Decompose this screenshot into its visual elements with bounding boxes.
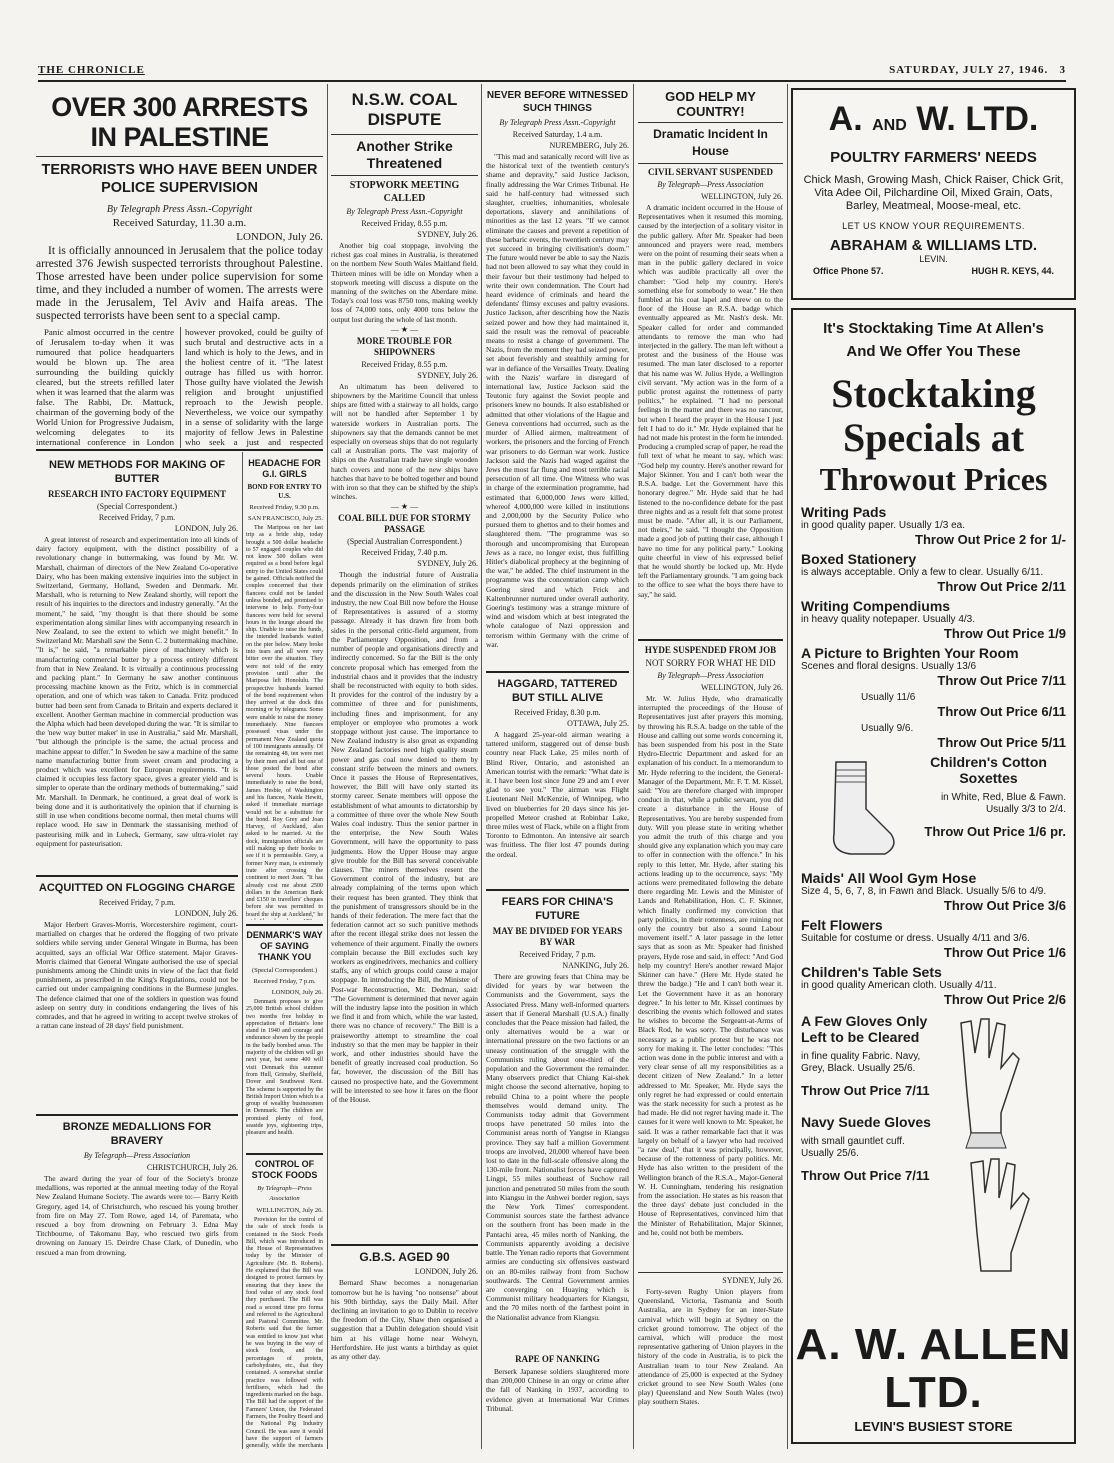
sale-item-name: A Picture to Brighten Your Room <box>801 645 1019 661</box>
nazi-received: Received Saturday, 1.4 a.m. <box>512 130 603 139</box>
denmark-headline: DENMARK'S WAY OF SAYING THANK YOU <box>246 930 323 962</box>
divider <box>486 889 629 891</box>
palestine-article <box>36 86 323 448</box>
sale-item <box>801 917 1066 960</box>
denmark-received: Received Friday, 7 p.m. <box>253 978 316 985</box>
aw-letter-a: A. <box>828 100 863 138</box>
china-body-wrap <box>486 972 629 1352</box>
god-credit: By Telegraph—Press Association <box>657 180 764 189</box>
sale-item-desc: in heavy quality notepaper. Usually 4/3. <box>801 614 975 625</box>
butter-headline: NEW METHODS FOR MAKING OF BUTTER <box>49 459 225 485</box>
war-crimes-column <box>486 86 629 1450</box>
china-sub: MAY BE DIVIDED FOR YEARS BY WAR <box>492 926 623 947</box>
stock-credit: By Telegraph—Press Association <box>257 1185 312 1202</box>
allen-soxettes <box>801 754 1066 864</box>
sale-item-desc: Usually 11/6 <box>861 692 916 703</box>
coal-sub: STOPWORK MEETING CALLED <box>349 180 460 204</box>
sale-item <box>801 870 1066 913</box>
haggard-headline: HAGGARD, TATTERED BUT STILL ALIVE <box>497 678 618 704</box>
bravery-body: The award during the year of four of the Society's bronze medallions, was reported at the annual meeting today of the Royal New Zealand Humane Society. The awards were to:— Barry Keith Gregory, aged 14, of Christchurch, who rescued his young brother from fire on May 27. Tom Rowe, aged 14, of Paremata, who rescued a boy from drowning on February 3. Edna May Titchbourne, of Takomanu Bay, who rescued two girls from drowning on January 15. Deirdre Chase Clark, of Dunedin, who rescued a man from drowning. <box>36 1174 238 1257</box>
nazi-body: "This mad and satanically record will live as the historical text of the twentieth century's shame and depravity," said Justice Jackson, finally addressing the War Crimes Tribunal. He said he half-century had witnessed such slaughter, cruelties, inhumanities, wholesale deportations, slavery and annihilations of minorities as the last 12 years. "If we cannot eliminate the causes and prevent a repetition of these barbaric events, the twentieth century may yet succeed in bringing civilisation's doom." The future would never be able to say the Nazis had not been allowed to say what they could in their favour but their testimony had helped to write their own condemnation. The Court had heard evidence of criminals and heard the defendants' flimsy excuses and paltry evasions. Justice Jackson, after describing how the Nazis seized power and how they had maintained it, said the result was the removal of peaceable means to resist a change of government. The Nazis, from the moment they had seized power, set about feverishly and stealthily arming for war in defiance of the Versailles Treaty. Dealing with the Nazis' warfare in disregard of international law, Justice Jackson said the Teutonic fury against the Soviet people and prisoners knew no bounds. It also established or admitted that other violations of the Hague and Geneva conventions had occurred, such as the murder of Allied airmen, maltreatment of workers, the prisoners and the forcing of French war prisoners to do German war work. Justice Jackson said the Nazis had waged against the Jews the most far flung and most terrible racial persecution of all time. One Witness who was in charge of the extermination programme, had estimated that 6,000,000 Jews were killed, whereof 4,000,000 were killed in institutions and 2,000,000 by the Security Police who pursued them to ghettos and to their homes and slaughtered them. "The programme was so thorough and uncompromising that European Jews as a race, no longer exist, thus fulfilling Hitler's diabolical prophecy at the beginning of the war," he added. The chief instrument in the programme was the concentration camp which Goering sired and which Frick and Kaltenbrunner nurtured under overall authority. Goering's testimony was a strange mixture of wind and wisdom which at best integrated the whole catalogue of Nazi oppression and terrorism within Germany with the crime of war. <box>486 152 629 649</box>
divider-star: — ★ — <box>390 502 419 512</box>
column-rule <box>481 84 482 1449</box>
palestine-credit: By Telegraph Press Assn.-Copyright <box>106 204 253 215</box>
flogging-body: Major Herbert Graves-Morris, Worcestershire regiment, court-martialled on charges that he ordered the flogging of two private soldiers while serving under General Wingate in Burma, has been acquitted, says an official War Office statement. Major Graves-Morris claimed that General Wingate authorised the use of special punishments among the Chindit units in view of the fact that field punishment, as prescribed in the King's Regulations, could not be carried out under campaigning conditions in the Burmese jungles. The defence claimed that one of the soldiers in question was found asleep on sentry duty in conditions endangering the lives of his comrades, and that he agreed in writing to accept twelve strokes of a rattan cane instead of 28 days' field punishment. <box>36 920 238 1031</box>
divider <box>36 875 238 877</box>
aw-town: LEVIN. <box>919 254 948 264</box>
coal-column <box>331 86 478 1450</box>
aw-phone: Office Phone 57. <box>813 266 884 276</box>
nazi-body-wrap <box>486 152 629 667</box>
navy-name: Navy Suede Gloves <box>801 1114 931 1130</box>
coal-credit3: (Special Australian Correspondent.) <box>347 537 462 547</box>
sale-item <box>801 598 1066 641</box>
nanking-body-wrap <box>486 1367 629 1413</box>
gi-deck: BOND FOR ENTRY TO U.S. <box>247 483 322 500</box>
coal-dateline2: SYDNEY, July 26. <box>417 370 478 380</box>
divider <box>638 639 783 641</box>
coal-body2: An ultimatum has been delivered to shipowners by the Maritime Council that unless ships are fitted with a stairway to all holds, cargo will not be handled after September 1 by waterside workers in Australian ports. The shipowners say that the demands cannot be met especially on overseas ships that do not regularly call at Australian ports. The vast majority of ships on the Australian trade have single wooden hatch covers and none of the new ships have hatches that have to be bolted together and bound with iron so that they can be shifted by the ship's winches. <box>331 381 478 502</box>
divider <box>331 134 478 135</box>
allen-intro1: It's Stocktaking Time At Allen's <box>823 320 1044 337</box>
sale-item-name: Maids' All Wool Gym Hose <box>801 870 977 886</box>
column-rule <box>787 84 788 1449</box>
bravery-credit: By Telegraph—Press Association <box>83 1151 191 1160</box>
butter-received: Received Friday, 7 p.m. <box>98 513 176 522</box>
divider <box>246 924 323 926</box>
flogging-dateline: LONDON, July 26. <box>174 909 238 918</box>
sale-item-price: Throw Out Price 6/11 <box>937 704 1066 719</box>
gbs-dateline: LONDON, July 26. <box>414 1267 478 1277</box>
bravery-body-wrap <box>36 1174 238 1257</box>
coal-body2-wrap <box>331 382 478 502</box>
hyde-headline: HYDE SUSPENDED FROM JOB <box>644 645 777 655</box>
sox-price: Throw Out Price 1/6 pr. <box>924 824 1066 839</box>
sale-item-price: Throw Out Price 3/6 <box>943 898 1066 913</box>
aw-letter-w: W. <box>916 100 956 138</box>
hyde-body: Mr. W. Julius Hyde, who dramatically interrupted the proceedings of the House of Representatives just after prayers this morning, by throwing his R.S.A. badge on the table of the House and calling out some words concerning it, has been suspended from his post in the State Hydro-Electric Department and asked for an explanation of his conduct. In a memorandum to Mr. Hyde referring to the incident, the General-Manager of the Department, Mr. F. T. M. Kissel, said: "You are therefore charged with improper conduct in that, while a public servant, you did create a disturbance in the House of Representatives. You are hereby suspended from duty. Will you please state in writing whether you admit the truth of this charge and you should give any explanation which you may care to offer in connection with the offence." In his reply to this letter, Mr. Hyde, after stating his actions leading up to the occurrence, says: "My actions were premeditated following the debate there regarding Mr. Lewis and the Minister of Lands and Rehabilitation, Hon. C. F. Skinner, which finally confirmed my conviction that party politics, in their rottenness, are ruining not only the country but also a sound Labour movement itself." A later passage in the letter says that as soon as Mr. Speaker had finished prayers, Hyde rose and said, in effect: "And God help my country! Here's another reward Major Skinner can have." (Here Mr. Hyde stated he threw the badge.) "He and I can't both wear it. Let the Government have it as an honorary degree." In his letter to Mr. Kissel continues by describing the events which followed and states he wishes to become the Sergeant-at-Arms of Black Rod, he was sorry. The disturbance was necessary as a public protest but he was not sorry for making it. The letter concludes: "This action was done in the public interest and with a very clear sense of all my responsibilities as a decent citizen of New Zealand." In a letter addressed to Mr. Speaker, Mr. Hyde says the only regret he had expressed or could entertain was the stark necessity for such a protest as he had made. He did not regret having made it. The causes for it were well known to Mr. Speaker, he said. It was a rather remarkable fact that it was largely on behalf of a lawyer who had received "a raw deal," that it was principally, however, because of the rottenness of party politics. Mr. Hyde has also written to the president of the Wellington branch of the R.S.A., Major-General W. H. Cunningham, tendering his resignation from the association. He states as his reason that the three days' debate just concluded in the House of Representatives, convinced him that the Minister of Rehabilitation, Major Skinner, and he, could not both be members. <box>638 694 783 1237</box>
sale-item <box>801 964 1066 1007</box>
gloves-price: Throw Out Price 7/11 <box>801 1083 930 1098</box>
coal-sub2: MORE TROUBLE FOR SHIPOWNERS <box>356 335 453 357</box>
nanking-headline: RAPE OF NANKING <box>515 1354 600 1364</box>
sox-text <box>911 754 1066 864</box>
coal-received: Received Friday, 8.55 p.m. <box>361 219 448 228</box>
hyde-body-wrap <box>638 694 783 1269</box>
gi-column <box>246 455 323 1450</box>
gloves-desc: in fine quality Fabric. Navy, Grey, Black. Usually 25/6. <box>801 1051 921 1074</box>
haggard-received: Received Friday, 8.30 p.m. <box>514 708 601 717</box>
navy-desc: with small gauntlet cuff. Usually 25/6. <box>801 1136 905 1159</box>
gi-body-wrap <box>246 525 323 920</box>
divider <box>36 449 323 451</box>
allen-intro2: And We Offer You These <box>846 343 1021 360</box>
stock-dateline: WELLINGTON, July 26. <box>256 1207 323 1214</box>
aw-logo <box>793 100 1074 145</box>
stock-body-wrap <box>246 1217 323 1450</box>
china-headline: FEARS FOR CHINA'S FUTURE <box>501 896 614 922</box>
nanking-body: Berserk Japanese soldiers slaughtered more than 200,000 Chinese in an orgy or crime after the fall of Nanking in 1937, according to evidence given at International War Crimes Tribunal. <box>486 1367 629 1413</box>
hyde-sub: NOT SORRY FOR WHAT HE DID <box>645 658 776 668</box>
gi-received: Received Friday, 9.30 p.m. <box>249 504 320 511</box>
aw-manager: HUGH R. KEYS, 44. <box>971 266 1054 276</box>
gi-headline: HEADACHE FOR G.I. GIRLS <box>248 458 321 479</box>
coal-body3: Though the industrial future of Australia depends primarily on the elimination of strikes and the discussion in the New South Wales coal industry, the new Coal Bill now before the House of Representatives is assured of a stormy passage. Already it has drawn fire from both sides in the personal critic-field argument, from the Parliamentary Opposition, and from a number of people and organisations directly and indirectly concerned. So far the Bill is the only concrete proposal which has emerged from the industrial chaos and it provides that the industry shall be reconstructed with equity to both sides. It provides for the control of the industry by a committee of three and for punishments, including fines and imprisonment, for any employer or employee who promotes a work stoppage without just cause. The importance to New Zealand industry is also great as expanding New Zealand factories need high quality steam power and gas coal now denied to them by constant strife between the miners and owners. Once it passes the House of Representatives, however, the Bill will have only started its stormy career. Senate members will oppose the establishment of what amounts to dictatorship by a committee of three over the whole New South Wales coal industry. Thus the senior partner in the enterprise, the New South Wales Government, will have the opportunity to pass judgments. How the Upper House may argue give trouble for the Bill has several conceivable clauses. The miners themselves resent the Government control of the industry, but are already complaining of the terms upon which their request has been granted. They think that the punishment of transgressors should be in the hands of their federation. The mere fact that the federation cannot act so such punitive methods after the recent illegal strike does not lessen the vehemence of their argument. Finally the owners complain because the Bill excludes such key workers as enginedrivers, mechanics and colliery staffs, any of which groups could cause a major stoppage. In introducing the Bill, the Minister of Post-war Reconstruction, Mr. Dedman, said: "The Government is determined that never again will the industry lapse into the position in which we find it and from which, while the war lasted, there was no chance of recovery." The Bill is a praiseworthy attempt to streamline the coal industry so that the men may be happier in their work, and other industries should have the benefit of greatly increased coal production. So far, however, the discussion of the Bill has caused no prospective hate, and the Government will be interested to see how it fares on the floor of the House. <box>331 570 478 1105</box>
bravery-headline: BRONZE MEDALLIONS FOR BRAVERY <box>62 1121 212 1147</box>
rugby-body: Forty-seven Rugby Union players from Queensland, Victoria, Tasmania and South Australia, are in Sydney for an inter-State carnival which will begin at Sydney on the cricket ground tomorrow. The object of the carnival, which will produce the most representative gathering of Union players in the history of the code in Australia, is to pick the Australian team to tour New Zealand. An attendance of 25,000 is expected at the Sydney cricket ground to see New South Wales (one play) Queensland and New South Wales (two) play southern States. <box>638 1287 783 1407</box>
palestine-columns <box>36 327 323 448</box>
allen-title1: Stocktaking <box>831 371 1036 416</box>
nazi-credit: By Telegraph Press Assn.-Copyright <box>499 118 616 127</box>
coal-sub3: COAL BILL DUE FOR STORMY PASSAGE <box>338 513 471 535</box>
divider <box>331 175 478 176</box>
hyde-credit: By Telegraph—Press Association <box>657 671 764 680</box>
sale-item-price: Throw Out Price 5/11 <box>937 735 1066 750</box>
allen-footer <box>793 1321 1074 1434</box>
bravery-dateline: CHRISTCHURCH, July 26. <box>146 1163 238 1172</box>
divider <box>246 1153 323 1155</box>
gbs-headline: G.B.S. AGED 90 <box>359 1250 450 1265</box>
palestine-col-a: Panic almost occurred in the centre of Jerusalem to-day when it was rumoured that police headquarters would be blown up. The area surrounding the building quickly cleared, but the streets refilled later when it was learned that the alarm was false. The Rabbi, Dr. Mattuck, chairman of the governing body of the World Union for Progressive Judaism, welcoming delegates to its international conference in London <box>36 327 174 447</box>
divider <box>486 671 629 673</box>
palestine-dateline: LONDON, July 26. <box>236 231 323 243</box>
sale-item-name: Boxed Stationery <box>801 551 917 567</box>
sale-item-price: Throw Out Price 1/9 <box>943 626 1066 641</box>
allen-item-list <box>801 504 1066 750</box>
allen-stocktaking-ad <box>791 308 1076 1444</box>
rugby-dateline: SYDNEY, July 26. <box>722 1276 783 1285</box>
coal-headline: N.S.W. COAL DISPUTE <box>351 90 458 129</box>
column-1 <box>36 455 238 1450</box>
denmark-body-wrap <box>246 999 323 1149</box>
butter-body-wrap <box>36 535 238 871</box>
haggard-body: A haggard 25-year-old airman wearing a tattered uniform, staggered out of dense bush country near Flack Lake, 25 miles north of Blind River, Ontario, and astonished an American tourist with the remark: "What date is it. I have been lost since June 29 and am I ever glad to see you." The airman was Flight Lieutenant Neil McKenzie, of Winnipeg, who lived on blueberries for 20 days since his jet-propelled Meteor crashed at Robinbar Lake, three miles west of Flack, while on a flight from Toronto to Edmonton. An intensive air search was fruitless. The flier lost 47 pounds during the ordeal. <box>486 730 629 859</box>
flogging-received: Received Friday, 7 p.m. <box>98 898 176 907</box>
sale-item-name: Children's Table Sets <box>801 964 942 980</box>
column-rule <box>327 84 328 1449</box>
allen-title3: Throwout Prices <box>819 461 1048 497</box>
god-body-wrap <box>638 203 783 635</box>
sale-item <box>801 723 1066 750</box>
flogging-body-wrap <box>36 920 238 1110</box>
divider <box>638 122 783 123</box>
allen-store-tag: LEVIN'S BUSIEST STORE <box>854 1419 1013 1434</box>
divider-star: — ★ — <box>390 324 419 334</box>
god-dateline: WELLINGTON, July 26. <box>700 192 783 201</box>
sale-item-name: Felt Flowers <box>801 917 883 933</box>
divider <box>331 1244 478 1246</box>
coal-credit: By Telegraph Press Assn.-Copyright <box>346 207 463 216</box>
palestine-deck: TERRORISTS WHO HAVE BEEN UNDER POLICE SUPERVISION <box>41 162 318 196</box>
sale-item-desc: Suitable for costume or dress. Usually 4/11 and 3/6. <box>801 933 1030 944</box>
haggard-dateline: OTTAWA, July 25. <box>567 719 629 728</box>
coal-received2: Received Friday, 8.55 p.m. <box>361 359 448 369</box>
glove-illustrations <box>931 1013 1066 1288</box>
house-incident-column <box>638 86 783 1450</box>
butter-credit: (Special Correspondent.) <box>97 502 177 511</box>
palestine-col-a-wrap <box>36 327 174 448</box>
divider <box>638 163 783 164</box>
sox-name: Children's Cotton Soxettes <box>930 754 1047 786</box>
page-number: 3 <box>1059 64 1066 76</box>
denmark-credit: (Special Correspondent.) <box>252 967 317 974</box>
china-received: Received Friday, 7 p.m. <box>519 950 596 959</box>
allen-title2: Specials at <box>842 415 1025 460</box>
sale-item-price: Throw Out Price 1/6 <box>943 945 1066 960</box>
aw-footer <box>813 266 1054 276</box>
aw-products: Chick Mash, Growing Mash, Chick Raiser, Chick Grit, Vita Adee Oil, Pilchardine Oil, Mixed Grain, Oats, Barley, Meatmeal, Moose-meal, etc. <box>803 174 1064 212</box>
haggard-body-wrap <box>486 730 629 885</box>
sock-icon <box>801 754 911 864</box>
sale-item-desc: Usually 9/6. <box>861 723 914 734</box>
coal-received3: Received Friday, 7.40 p.m. <box>361 548 448 558</box>
gbs-body-wrap <box>331 1278 478 1361</box>
sale-item-desc: in good quality paper. Usually 1/3 ea. <box>801 520 965 531</box>
coal-dateline: SYDNEY, July 26. <box>417 230 478 239</box>
butter-dateline: LONDON, July 26. <box>174 524 238 533</box>
sale-item-desc: Size 4, 5, 6, 7, 8, in Fawn and Black. Usually 5/6 to 4/9. <box>801 886 1047 897</box>
sale-item-price: Throw Out Price 2/6 <box>943 992 1066 1007</box>
issue-date: SATURDAY, JULY 27, 1946. <box>889 64 1049 76</box>
sale-item-desc: in good quality American cloth. Usually 4/11. <box>801 980 997 991</box>
divider <box>638 1272 783 1273</box>
palestine-received: Received Saturday, 11.30 a.m. <box>112 217 247 229</box>
gloves-name: A Few Gloves Only Left to be Cleared <box>801 1013 928 1045</box>
coal-body3-wrap <box>331 570 478 1240</box>
sale-item-price: Throw Out Price 7/11 <box>937 673 1066 688</box>
stock-headline: CONTROL OF STOCK FOODS <box>251 1159 318 1180</box>
palestine-col-b: however provoked, could be guilty of such brutal and destructive acts in a land which is holy to the Jews, and in the holiest centre of it. "The latest outrage has filled us with horror. Those guilty have violated the Jewish religion and brought unjustified reproach to the Jewish people. Nevertheless, we voice our sympathy in a sense of solidarity with the large majority of fellow Jews in Palestine who seek a just and respected <box>185 327 323 447</box>
china-dateline: NANKING, July 26. <box>562 961 629 970</box>
palestine-lead: It is officially announced in Jerusalem that the police today arrested 376 Jewish suspected terrorists throughout Palestine. Those arrested have been under police supervision for some time, and they included a number of women. The arrests were made in the Jerusalem, Tel Aviv and Haifa areas. The suspected terrorists have been sent to a special camp. <box>36 245 323 322</box>
rugby-body-wrap <box>638 1287 783 1407</box>
denmark-dateline: LONDON, July 26. <box>271 989 323 996</box>
aw-ltd: LTD. <box>965 100 1039 138</box>
abraham-williams-ad <box>791 88 1076 300</box>
masthead <box>38 62 1066 82</box>
aw-and: AND <box>872 117 907 134</box>
sale-item <box>801 692 1066 719</box>
palestine-headline: OVER 300 ARRESTS IN PALESTINE <box>51 92 308 152</box>
butter-body: A great interest of research and experimentation into all kinds of dairy factory equipment, with the distinct possibility of a revolutionary change in buttermaking, was found by Mr. W. Marshall, chairman of directors of the New Zealand Co-operative Dairy, who has been making extensive inquiries into the subject in Switzerland, Germany, Holland, Sweden and Denmark. Mr. Marshall, who is returning to New Zealand shortly, will report the result of his inquiries to the directors and industry generally. "At the moment," he said, "my thought is that there should be some experimentation along similar lines with accompanying research in New Zealand, to see the extent to which we might benefit." In Switzerland Mr. Marshall saw the Senn C. 2 buttermaking machine. "It is," he said, "a remarkable piece of machinery which is manufacturing commercial butter by a process entirely different from that in New Zealand. It is virtually a continuous processing and packing plant." In Germany he saw another continuous processing machine known as the Fritz, which is in commercial operation, and one of which was taken to Canada. Fritz produced butter had been sent from Canada to Britain and experts declared it excellent. Another German machine in commercial production was the Alpha which had been developed during the war. "It is similar to the 'new way butter maker' in use in Australia," said Mr. Marshall, "but although the principle is the same, the actual process and machine appear to differ." In Sweden he saw a machine of the same name manufacturing butter from sweet cream and producing a product which was excellent for European requirements. "It is claimed it occupies less factory space, gives a greater yield and is simpler to operate than the ordinary methods of buttermaking," said Mr. Marshall. In Denmark, he continued, a great deal of work is being done and it is authoritatively the opinion that if churning is still in use when conditions become normal, then metal churns will replace wood. He saw in Denmark the stassanising method of pasteurising milk and in Lubeck, Germany, saw ultra-violet ray equipment for pasteurisation. <box>36 535 238 848</box>
glove-icon <box>931 1013 1061 1283</box>
sale-item-name: Writing Pads <box>801 504 887 520</box>
denmark-body: Denmark proposes to give 25,000 British school children two months free holiday in appreciation of Britain's lone stand in 1940 and courage and endurance shown by the people in the badly bombed areas. The majority of the children will go next year, but some 400 will visit Denmark this summer from Hull, Grimsby, Sheffield, Dover and Southwest Kent. The scheme is supported by the British Import Union which is a group of wealthy businessmen in Denmark. The children are promised plenty of food, seaside joys, sightseeing trips, pleasure and health. <box>246 999 323 1137</box>
sale-item-price: Throw Out Price 2/11 <box>937 579 1066 594</box>
coal-dateline3: SYDNEY, July 26. <box>417 559 478 569</box>
sock-illustration <box>801 754 911 864</box>
god-body: A dramatic incident occurred in the House of Representatives when it resumed this morning, caused by the interjection of a solitary visitor in the public gallery. After Mr. Speaker had been announced and prayers were read, members were on the point of resuming their seats when a man in the public gallery declared in voice which was audible practically all over the chamber: "God help my country. Here's something else for somebody to wear." He then fumbled at his coat lapel and threw on to the floor of the House an R.S.A. badge which eventually appeared as Mr. Nash's desk. Mr. Speaker called for order and commanded attendants to remove the man who had interjected in the gallery. The man left without a protest and the business of the House was resumed. The man later disclosed to a reporter that his name was W. Julius Hyde, a Wellington civil servant. "My action was in the form of a public protest against the rottenness of party politics," he explained. "I had no personal feelings in the matter and there was no rancour, but when I heard the prayer in the House I just felt I had to do it." Mr. Hyde explained that he had not made his protest in the form he intended. Producing a crumpled scrap of paper, he read the full text of what he meant to say, which was: "God help my country. Here's another reward for Major Skinner. You and I can't both wear the R.S.A. badge. Let the Government have this honorary degree." Mr. Hyde said that he had listened to the no-confidence debate for the past three nights and as a result felt that some protest must be made. "After all, it is our Parliament, not theirs," he said. "I thought the Opposition made a good job of putting their case, although I have no time for any political party." Looking quite cheerful in view of his expressed belief that he would shortly be locked up, Mr. Hyde left the Parliamentary grounds. "I am going back to the office to see what the boys there have to say," he said. <box>638 203 783 599</box>
allen-store-name: A. W. ALLEN LTD. <box>795 1320 1072 1417</box>
aw-tagline: POULTRY FARMERS' NEEDS <box>830 149 1037 166</box>
sale-item-desc: Scenes and floral designs. Usually 13/6 <box>801 661 977 672</box>
god-headline: GOD HELP MY COUNTRY! <box>665 89 756 119</box>
nazi-dateline: NUREMBERG, July 26. <box>549 141 629 150</box>
nazi-headline: NEVER BEFORE WITNESSED SUCH THINGS <box>486 90 629 114</box>
sale-item <box>801 645 1066 688</box>
god-deck: Dramatic Incident In House <box>653 127 768 158</box>
aw-cta: LET US KNOW YOUR REQUIREMENTS. <box>842 221 1025 231</box>
china-body: There are growing fears that China may be divided for years by war between the Communists and the Government, says the Associated Press. Many well-informed quarters assert that if General Marshall (U.S.A.) finally concludes that the Peace mission had failed, the only alternatives would be a war or international pressure on the two factions or an uneasy continuation of the struggle with the Communists ruling about one-third of the population and the Government the remainder. Many observers predict that Chiang Kai-shek might choose the second alternative, hoping to rebuild China to a point where the people themselves would demand unity. The Communists today admit that Government troops have penetrated 50 miles into the Communist areas north of Yangtse in Kiangsu province. They say half a million Government troops are involved, 20,000 whereof have been lost to date in the full-scale offensive along the 130-mile front. Nationalist forces have captured Lingpi, 55 miles southeast of Suchow rail junction and penetrated 50 miles from the south into Kiangsu in the Anhwei border region, says the New York Times' correspondent. Communist sources state the farthest advance on the southern front has been made in the Pantachi area, 45 miles north of Nanking, the Communists apparently avoiding a decisive battle. The Yenan radio reports that Government armies are conducting six offensives eastward on an 80-miles railway front from Suchow southwards. The Central Government armies are converging on Huaying which is Communist military headquarters for Kiangsu, and the 70 miles north of the farthest point in the Nationalist advance from Kiangsu. <box>486 972 629 1322</box>
gbs-body: Bernard Shaw becomes a nonagenarian tomorrow but he is having "no nonsense" about his 90th birthday, says the Daily Mail. After declining an invitation to go to Dublin to receive the freedom of the City, Shaw then organised a suggestion that a Dublin delegation should visit him at his village home near Welwyn, Hertfordshire. He just wants a birthday as quiet as any other day. <box>331 1278 478 1362</box>
coal-body-wrap <box>331 241 478 324</box>
divider <box>36 1114 238 1116</box>
coal-body: Another big coal stoppage, involving the richest gas coal mines in Australia, is threatened on the northern New South Wales Maitland field. Thirteen mines will be idle on Monday when a stopwork meeting will discuss a dispute on the manning of the switches on the Aberdare mine. Today's coal loss was 8750 tons, making weekly loss of 74,000 tons, only 4000 tons below the output lost during the whole of last month. <box>331 241 478 324</box>
sale-item-price: Throw Out Price 2 for 1/- <box>915 532 1066 547</box>
sale-item-desc: is always acceptable. Only a few to clear. Usually 6/11. <box>801 567 1044 578</box>
aw-company: ABRAHAM & WILLIAMS LTD. <box>829 237 1038 254</box>
flogging-headline: ACQUITTED ON FLOGGING CHARGE <box>38 882 236 894</box>
divider <box>36 156 323 157</box>
sale-item <box>801 504 1066 547</box>
allen-gloves <box>801 1013 1066 1288</box>
sale-item <box>801 551 1066 594</box>
sox-desc: in White, Red, Blue & Fawn. Usually 3/3 to 2/4. <box>940 792 1066 815</box>
gi-body: The Mariposa on her last trip as a bride ship, today brought a 500 dollar headache to 57 engaged couples who did not know 500 dollars were required as a bond before legal entry to the United States could be gained. Officials notified the couples concerned that their fiancees could not be landed unless bonded, and promised to intervene to help. Forty-four fiancees were held for several hours in the lounge aboard the ship. Unable to raise the funds, the intended husbands waited on the pier below. Many broke into tears and all were very bitter over the situation. They were not told of the entry provision until after the Mariposa left Honolulu. The prospective husbands learned of the bond requirement when they arrived at the dock this morning or by telegrams. Some were unable to raise the money immediately. Nine fiancees possessed visas under the permanent New Zealand quota of 100 immigrants annually. Of the remaining 48, ten were met by their men and all but one of those posted the bond after several hours. Unable immediately to raise the bond, James Hesbie, of Washington and his fiancee, Naida Hewitt, asked if immediate marriage would not be a substitute for the bond. Roy Grey and Joan Harvey, of Auckland, also asked to be married. At the dock, immigration officials are still making up their books to see if it is permissible. Grey, a former Navy man, is extremely irate after crossing the continent to meet Joan. "It has already cost me about 2500 dollars in the American Bank and £150 in travellers' cheques before she was permitted to board the ship at Auckland," he <box>246 525 323 918</box>
navy-price: Throw Out Price 7/11 <box>801 1168 930 1183</box>
butter-deck: RESEARCH INTO FACTORY EQUIPMENT <box>47 489 227 499</box>
column-rule <box>242 452 243 1449</box>
gi-dateline: SAN FRANCISCO, July 25. <box>248 515 323 522</box>
stock-body: Provision for the control of the sale of stock foods is contained in the Stock Foods Bill, which was introduced in the House of Representatives today by the Minister of Agriculture (Mr. B. Roberts). He explained that the Bill was designed to protect farmers by ensuring that they knew the food value of any stock food they purchased. The Bill was read a second time pro forma and referred to the Agricultural and Pastoral Committee. Mr. Roberts said that the farmer was entitled to know just what he was buying in the way of stock foods, and the percentages of protein, carbohydrates, etc., that they contained. A somewhat similar practice was followed with fertilisers, which had the ingredients marked on the bags. The Bill had the support of the Farmers' Union, the Federated Farmers, the Poultry Board and the National Pig Industry Council. He was sure it would have the support of farmers generally, while the merchants <box>246 1217 323 1450</box>
sale-item-name: Writing Compendiums <box>801 598 951 614</box>
column-rule <box>633 84 634 1449</box>
palestine-col-b-wrap <box>180 327 323 448</box>
coal-deck: Another Strike Threatened <box>356 138 453 171</box>
allen-item-list-2 <box>801 870 1066 1007</box>
palestine-lead-wrap <box>36 245 323 323</box>
gloves-text <box>801 1013 931 1288</box>
paper-name: THE CHRONICLE <box>38 64 145 76</box>
god-sub: CIVIL SERVANT SUSPENDED <box>648 167 773 177</box>
hyde-dateline: WELLINGTON, July 26. <box>700 683 783 692</box>
